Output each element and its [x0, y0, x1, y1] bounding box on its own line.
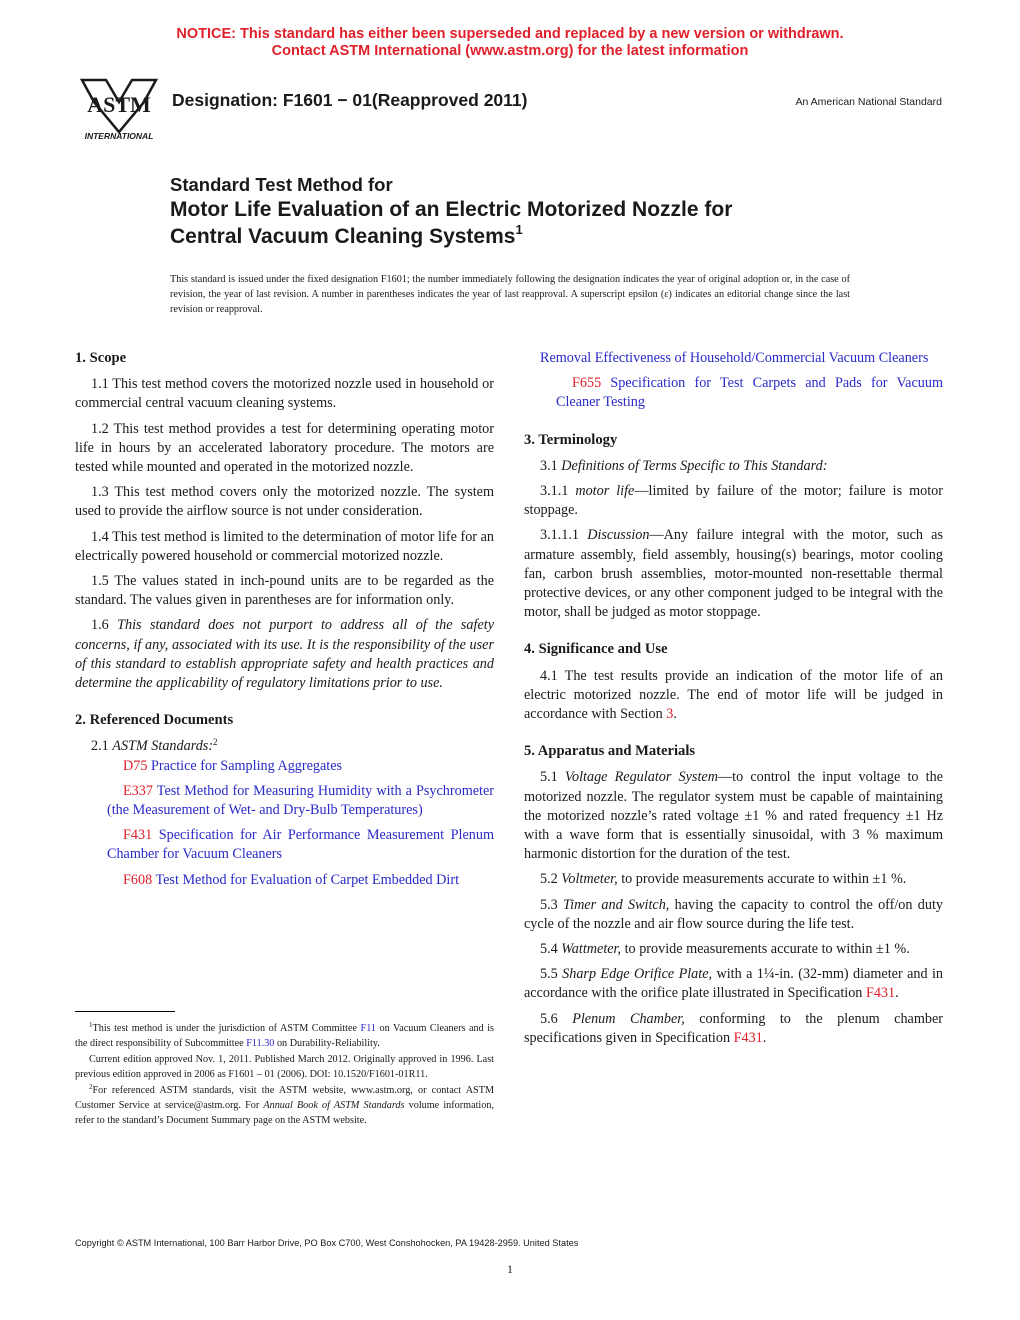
para-1-2: 1.2 This test method provides a test for determining operating motor life in hours by an accelerated laboratory procedure. The motors are tested while mounted and operated in the motorized nozzle.: [75, 420, 494, 476]
section-3-link[interactable]: 3: [666, 706, 674, 723]
ref-code[interactable]: F655: [572, 375, 602, 392]
document-title: [170, 174, 870, 250]
footnote-1-edition: Current edition approved Nov. 1, 2011. Published March 2012. Originally approved in 1996. Last previous edition approved in 2006 as F1601 – 01 (2006). DOI: 10.1520/F1601-01R11.: [75, 1054, 494, 1080]
title-line-1: Standard Test Method for: [170, 174, 393, 195]
para-5-5: 5.5 Sharp Edge Orifice Plate, with a 1¼-in. (32-mm) diameter and in accordance with the orifice plate illustrated in Specification F431.: [524, 966, 943, 1002]
ref-title[interactable]: Test Method for Measuring Humidity with a Psychrometer (the Measurement of Wet- and Dry-Bulb Temperatures): [107, 782, 494, 819]
ref-code[interactable]: F608: [123, 871, 153, 888]
para-3-1-1-1: 3.1.1.1 Discussion—Any failure integral with the motor, such as armature assembly, field assembly, housing(s) bearings, motor cooling fan, carbon brush assemblies, motor-mounted non-resettable thermal protective devices, or any other component judged to be integral with the motor, shall be judged as motor stoppage.: [524, 527, 943, 621]
footnotes: [75, 1021, 494, 1129]
section-5-heading: 5. Apparatus and Materials: [524, 743, 696, 760]
left-column: [75, 349, 494, 896]
ref-code[interactable]: F431: [123, 827, 153, 844]
astm-logo-text: ASTM: [87, 92, 151, 117]
ref-title[interactable]: Specification for Air Performance Measurement Plenum Chamber for Vacuum Cleaners: [107, 827, 494, 863]
para-1-1: 1.1 This test method covers the motorized nozzle used in household or commercial central vacuum cleaning systems.: [75, 376, 494, 412]
para-1-6: 1.6 This standard does not purport to address all of the safety concerns, if any, associated with its use. It is the responsibility of the user of this standard to establish appropriate safety and health practices and determine the applicability of regulatory limitations prior to use.: [75, 617, 494, 692]
ref-e337[interactable]: [91, 782, 494, 820]
footnote-rule: [75, 1011, 175, 1012]
title-footnote-mark[interactable]: 1: [515, 222, 523, 237]
para-5-6: 5.6 Plenum Chamber, conforming to the plenum chamber specifications given in Specification F431.: [524, 1010, 943, 1046]
safety-caveat: This standard does not purport to address all of the safety concerns, if any, associated with its use. It is the responsibility of the user of this standard to establish appropriate safety and health practices and determine the applicability of regulatory limitations prior to use.: [75, 617, 494, 692]
designation: Designation: F1601 − 01(Reapproved 2011): [172, 90, 528, 110]
title-line-2: Motor Life Evaluation of an Electric Motorized Nozzle for: [170, 198, 733, 221]
national-standard-label: An American National Standard: [795, 96, 942, 108]
right-column: [524, 349, 943, 1054]
ref-title[interactable]: Practice for Sampling Aggregates: [147, 757, 343, 774]
f431-link[interactable]: F431: [865, 985, 896, 1002]
notice-line-2: Contact ASTM International (www.astm.org) for the latest information: [271, 43, 749, 59]
footnote-1: $^1$This test method is under the jurisdiction of ASTM Committee F11 on Vacuum Cleaners and is the direct responsibility of Subcommittee F11.30 on Durability-Reliability.: [75, 1021, 494, 1049]
para-5-3: 5.3 Timer and Switch, having the capacity to control the off/on duty cycle of the nozzle and air flow source during the life test.: [524, 896, 943, 932]
referenced-documents-cont: [524, 349, 943, 413]
ref-code[interactable]: E337: [123, 782, 153, 799]
withdrawal-notice: [0, 26, 1020, 60]
committee-link[interactable]: F11: [360, 1023, 377, 1034]
footnote-2: $^2$For referenced ASTM standards, visit the ASTM website, www.astm.org, or contact ASTM Customer Service at service@astm.org. For Annual Book of ASTM Standards volume information, refer to the standard’s Document Summary page on the ASTM website.: [75, 1083, 494, 1126]
ref-title[interactable]: Specification for Test Carpets and Pads for Vacuum Cleaner Testing: [556, 375, 943, 411]
para-1-3: 1.3 This test method covers only the motorized nozzle. The system used to provide the airflow source is not under consideration.: [75, 484, 494, 520]
ref-title[interactable]: Test Method for Evaluation of Carpet Embedded Dirt: [152, 871, 460, 888]
ref-f431[interactable]: [91, 826, 494, 864]
para-5-2: 5.2 Voltmeter, to provide measurements accurate to within ±1 %.: [540, 871, 907, 888]
para-1-4: 1.4 This test method is limited to the determination of motor life for an electrically powered household or commercial motorized nozzle.: [75, 528, 494, 564]
astm-logo: [74, 76, 164, 142]
issuance-statement: This standard is issued under the fixed designation F1601; the number immediately following the designation indicates the year of original adoption or, in the case of revision, the year of last revision. A number in parentheses indicates the year of last reapproval. A superscript epsilon (ε) indicates an editorial change since the last revision or reapproval.: [170, 274, 850, 315]
para-5-1: 5.1 Voltage Regulator System—to control the input voltage to the motorized nozzle. The regulator system must be capable of maintaining the motorized nozzle’s rated voltage ±1 % and rated frequency ±1 Hz with a wave form that is essentially sinusoidal, with 3 % maximum harmonic distortion for the duration of the test.: [524, 769, 943, 863]
copyright-footer: Copyright © ASTM International, 100 Barr Harbor Drive, PO Box C700, West Conshohocken, PA 19428-2959. United States: [75, 1238, 579, 1248]
f431-link[interactable]: F431: [733, 1029, 763, 1046]
subcommittee-link[interactable]: F11.30: [246, 1038, 275, 1049]
para-5-4: 5.4 Wattmeter, to provide measurements accurate to within ±1 %.: [540, 941, 910, 958]
para-2-1: 2.1 ASTM Standards:$^2$: [91, 737, 218, 755]
ref-f608[interactable]: [91, 871, 494, 890]
astm-logo-subtext: INTERNATIONAL: [84, 131, 154, 141]
notice-line-1: NOTICE: This standard has either been superseded and replaced by a new version or withdrawn.: [176, 26, 844, 42]
ref-f655[interactable]: [540, 374, 943, 412]
ref-d75[interactable]: [91, 757, 494, 776]
para-3-1: 3.1 Definitions of Terms Specific to This Standard:: [540, 457, 828, 474]
ref-code[interactable]: D75: [123, 757, 148, 774]
ref-title[interactable]: Removal Effectiveness of Household/Commercial Vacuum Cleaners: [540, 350, 929, 366]
para-3-1-1: 3.1.1 motor life—limited by failure of the motor; failure is motor stoppage.: [524, 483, 943, 519]
para-4-1: 4.1 The test results provide an indication of the motor life of an electric motorized nozzle. The end of motor life will be judged in accordance with Section 3.: [524, 667, 943, 723]
section-3-heading: 3. Terminology: [524, 431, 618, 448]
section-2-heading: 2. Referenced Documents: [75, 712, 234, 729]
ref-f608-cont[interactable]: [524, 349, 943, 368]
section-4-heading: 4. Significance and Use: [524, 641, 668, 658]
page-number: 1: [507, 1262, 513, 1276]
title-line-3: Central Vacuum Cleaning Systems: [170, 225, 516, 248]
section-1-heading: 1. Scope: [75, 350, 127, 366]
para-1-5: 1.5 The values stated in inch-pound units are to be regarded as the standard. The values given in parentheses are for information only.: [75, 573, 494, 609]
referenced-documents-list: [75, 757, 494, 890]
